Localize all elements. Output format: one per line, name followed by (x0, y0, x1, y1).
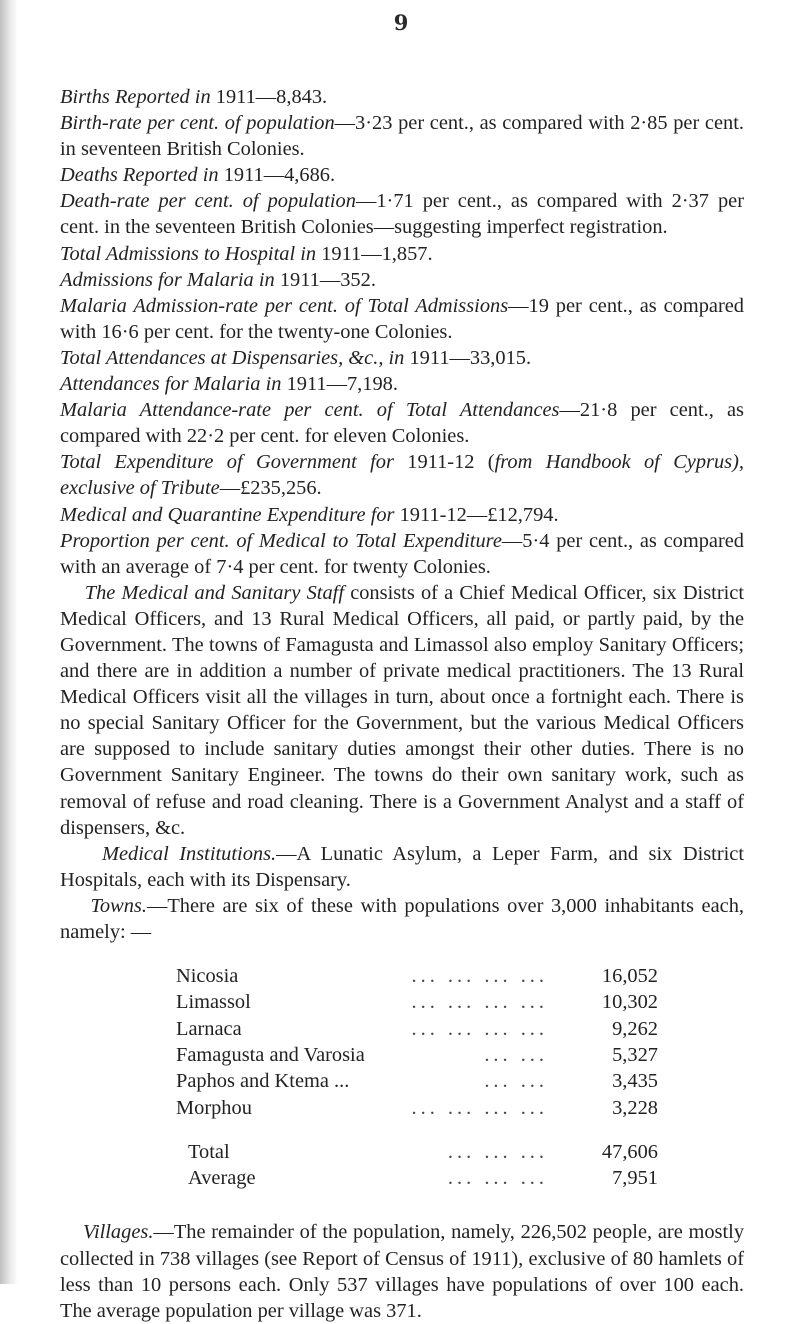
staff-paragraph (60, 580, 744, 841)
death-rate-paragraph (60, 188, 744, 240)
towns-label: Towns. (90, 894, 147, 917)
leader-dots: ... ... ... ... (411, 965, 548, 988)
malaria-attendances-value: 1911—7,198. (286, 373, 398, 396)
deaths-label: Deaths Reported in (60, 164, 219, 187)
malaria-admission-rate-label: Malaria Admission-rate per cent. of Total Admissions (60, 294, 509, 317)
total-expenditure-label: Total Expenditure of Government for (60, 451, 394, 474)
town-population: 3,435 (612, 1070, 658, 1093)
villages-paragraph (60, 1219, 744, 1323)
institutions-label: Medical Institutions. (101, 842, 277, 865)
deaths-paragraph (60, 162, 744, 188)
town-name: Paphos and Ktema ... (176, 1070, 350, 1093)
towns-totals-table (188, 1139, 658, 1192)
towns-value: —There are six of these with populations over 3,000 inhabitants each, namely: — (60, 894, 745, 943)
institutions-paragraph (60, 841, 744, 893)
town-name: Morphou (176, 1096, 252, 1119)
malaria-admission-rate-value: —19 per cent., as compared with 16·6 per cent. for the twenty-one Colonies. (60, 294, 745, 343)
document-body (60, 84, 744, 1324)
births-label: Births Reported in (60, 86, 211, 108)
malaria-attendances-paragraph (60, 371, 744, 397)
total-attendances-value: 1911—33,015. (409, 346, 532, 369)
table-row (176, 1042, 658, 1068)
malaria-admissions-label: Admissions for Malaria in (60, 268, 275, 291)
table-row (188, 1139, 658, 1165)
total-expenditure-value: —£235,256. (219, 477, 322, 500)
total-expenditure-paragraph (60, 449, 744, 501)
town-name: Larnaca (176, 1017, 242, 1040)
medical-expenditure-paragraph (60, 502, 744, 528)
town-name: Limassol (176, 991, 251, 1014)
institutions-value: —A Lunatic Asylum, a Leper Farm, and six District Hospitals, each with its Dispensary. (60, 842, 745, 891)
total-value: 47,606 (601, 1140, 658, 1163)
leader-dots: ... ... ... ... (411, 1096, 548, 1119)
birth-rate-paragraph (60, 110, 744, 162)
table-row (176, 989, 658, 1015)
total-admissions-paragraph (60, 241, 744, 267)
staff-label: The Medical and Sanitary Staff (84, 581, 344, 604)
towns-paragraph (60, 893, 744, 945)
table-row (176, 1016, 658, 1042)
death-rate-label: Death-rate per cent. of population (60, 190, 356, 213)
medical-expenditure-value: 1911-12—£12,794. (399, 503, 559, 526)
average-label: Average (188, 1167, 256, 1190)
total-label: Total (188, 1140, 230, 1163)
medical-expenditure-label: Medical and Quarantine Expenditure for (60, 503, 395, 526)
death-rate-value: —1·71 per cent., as compared with 2·37 per cent. in the seventeen British Colonies—suggesting imperfect registration. (60, 190, 744, 239)
total-attendances-label: Total Attendances at Dispensaries, &c., in (60, 346, 405, 369)
total-admissions-value: 1911—1,857. (321, 242, 433, 265)
staff-value: consists of a Chief Medical Officer, six District Medical Officers, and 13 Rural Medical Officers, all paid, or partly paid, by the Government. The towns of Famagusta and Limassol also employ Sanitary Officers; and there are in addition a number of private medical practitioners. The 13 Rural Medical Officers visit all the villages in turn, about once a fortnight each. There is no special Sanitary Officer for the Government, but the various Medical Officers are supposed to include sanitary duties amongst their other duties. There is no Government Sanitary Engineer. The towns do their own sanitary work, such as removal of refuse and road cleaning. There is a Government Analyst and a staff of dispensers, &c. (60, 581, 744, 839)
births-value: 1911—8,843. (215, 86, 328, 108)
town-population: 3,228 (612, 1096, 658, 1119)
proportion-label: Proportion per cent. of Medical to Total Expenditure (60, 529, 502, 552)
average-value: 7,951 (612, 1167, 658, 1190)
birth-rate-value: —3·23 per cent., as compared with 2·85 per cent. in seventeen British Colonies. (60, 112, 744, 161)
towns-table (176, 963, 658, 1121)
deaths-value: 1911—4,686. (223, 164, 336, 187)
town-population: 10,302 (601, 991, 658, 1014)
leader-dots: ... ... (484, 1043, 548, 1066)
table-row (188, 1165, 658, 1191)
leader-dots: ... ... (484, 1070, 548, 1093)
page-binding-shadow (0, 0, 18, 1284)
malaria-admissions-paragraph (60, 267, 744, 293)
leader-dots: ... ... ... (447, 1167, 548, 1190)
town-population: 5,327 (612, 1043, 658, 1066)
villages-value: —The remainder of the population, namely, 226,502 people, are mostly collected in 738 villages (see Report of Census of 1911), exclusive of 80 hamlets of less than 10 persons each. Only 537 villages have populations of over 100 each. The average population per village was 371. (60, 1221, 745, 1322)
proportion-paragraph (60, 528, 744, 580)
town-population: 16,052 (601, 965, 658, 988)
malaria-attendance-rate-value: —21·8 per cent., as compared with 22·2 per cent. for eleven Colonies. (60, 399, 744, 448)
town-name: Famagusta and Varosia (176, 1043, 365, 1066)
total-expenditure-year: 1911-12 ( (407, 451, 495, 474)
leader-dots: ... ... ... ... (411, 991, 548, 1014)
total-expenditure-source: from Handbook of Cyprus), exclusive of Tribute (60, 451, 744, 500)
table-row (176, 963, 658, 989)
malaria-attendances-label: Attendances for Malaria in (60, 373, 282, 396)
villages-label: Villages. (83, 1221, 154, 1244)
leader-dots: ... ... ... (447, 1140, 548, 1163)
malaria-attendance-rate-label: Malaria Attendance-rate per cent. of Total Attendances (60, 399, 560, 422)
total-attendances-paragraph (60, 345, 744, 371)
leader-dots: ... ... ... ... (411, 1017, 548, 1040)
malaria-admission-rate-paragraph (60, 293, 744, 345)
proportion-value: —5·4 per cent., as compared with an average of 7·4 per cent. for twenty Colonies. (60, 529, 744, 578)
table-row (176, 1095, 658, 1121)
town-population: 9,262 (612, 1017, 658, 1040)
table-row (176, 1068, 658, 1094)
total-admissions-label: Total Admissions to Hospital in (60, 242, 317, 265)
town-name: Nicosia (176, 965, 239, 988)
malaria-attendance-rate-paragraph (60, 397, 744, 449)
birth-rate-label: Birth-rate per cent. of population (60, 112, 335, 135)
malaria-admissions-value: 1911—352. (279, 268, 376, 291)
births-paragraph (60, 84, 744, 110)
page-number: 9 (393, 10, 409, 35)
